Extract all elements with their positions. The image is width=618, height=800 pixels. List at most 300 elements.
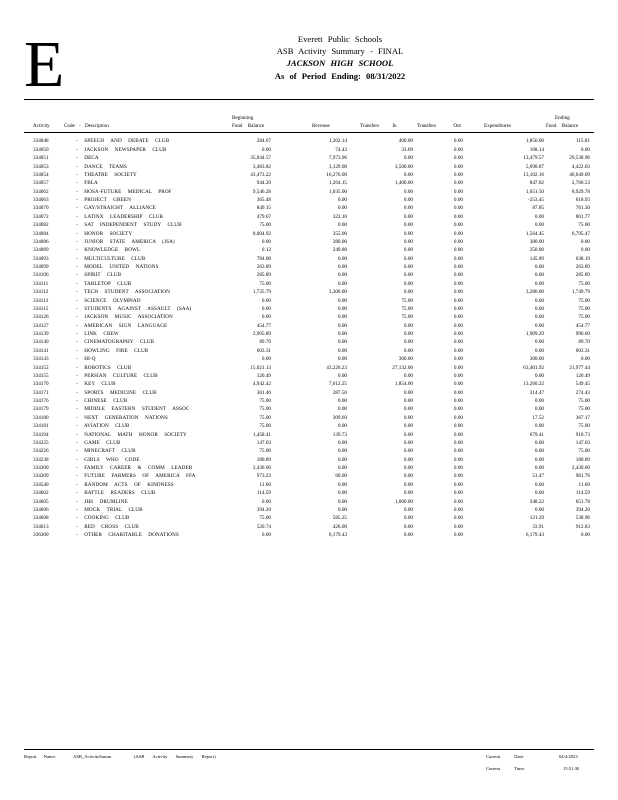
cell-tin: 27,132.00: [392, 364, 413, 371]
table-row: [24, 472, 594, 480]
footer-rule: [24, 749, 594, 750]
cell-code: 334180: [33, 414, 49, 421]
table-row: [24, 372, 594, 380]
cell-rev: 0.00: [337, 205, 347, 212]
cell-beg: 394.20: [256, 506, 271, 513]
cell-tout: 0.00: [453, 305, 463, 312]
cell-tout: 0.00: [453, 280, 463, 287]
cell-end: 538.96: [575, 515, 590, 522]
cell-code: 334171: [33, 389, 49, 396]
cell-rev: 0.00: [337, 439, 347, 446]
cell-code: 334605: [33, 498, 49, 505]
cell-tin: 0.00: [403, 439, 413, 446]
cell-tout: 0.00: [453, 431, 463, 438]
cell-tout: 0.00: [453, 456, 463, 463]
cell-beg: 0.00: [261, 305, 271, 312]
cell-rev: 355.00: [332, 230, 347, 237]
cell-exp: 0.00: [534, 305, 544, 312]
cell-tout: 0.00: [453, 506, 463, 513]
col-code-desc: Code - Description: [64, 123, 109, 129]
cell-exp: 17.52: [532, 414, 544, 421]
cell-tout: 0.00: [453, 163, 463, 170]
cell-desc: - STUDENTS AGAINST ASSAULT (SAA): [76, 305, 192, 312]
cell-exp: 63,401.92: [523, 364, 544, 371]
cell-end: 801.77: [575, 213, 590, 220]
cell-code: 334051: [33, 155, 49, 162]
footer-report-label: [24, 754, 56, 760]
cell-exp: 380.00: [529, 238, 544, 245]
cell-tin: 1,000.00: [394, 498, 413, 505]
cell-end: 75.00: [578, 406, 590, 413]
cell-desc: - FAMILY CAREER & COMM LEADER: [76, 465, 193, 472]
cell-code: 334072: [33, 213, 49, 220]
cell-beg: 75.00: [259, 423, 271, 430]
cell-tin: 1,854.00: [394, 381, 413, 388]
table-row: [24, 514, 594, 522]
cell-desc: - HONOR SOCIETY: [76, 230, 133, 237]
cell-beg: 8,004.92: [252, 230, 271, 237]
cell-exp: 0.00: [534, 264, 544, 271]
cell-exp: 0.00: [534, 297, 544, 304]
cell-tin: 0.00: [403, 247, 413, 254]
table-row: [24, 137, 594, 145]
cell-end: 263.89: [575, 264, 590, 271]
cell-code: 334300: [33, 465, 49, 472]
cell-exp: 0.00: [534, 456, 544, 463]
table-row: [24, 506, 594, 514]
col-ending-1: Ending: [555, 115, 570, 121]
cell-beg: 284.67: [256, 138, 271, 145]
cell-beg: 2,430.60: [252, 465, 271, 472]
cell-rev: 0.00: [337, 398, 347, 405]
cell-end: 918.73: [575, 431, 590, 438]
cell-rev: 0.00: [337, 297, 347, 304]
cell-rev: 7,012.25: [328, 381, 347, 388]
cell-desc: - BATTLE READERS CLUB: [76, 490, 156, 497]
cell-tout: 0.00: [453, 180, 463, 187]
cell-tout: 0.00: [453, 188, 463, 195]
table-row: [24, 405, 594, 413]
cell-code: 334225: [33, 439, 49, 446]
cell-rev: 0.00: [337, 490, 347, 497]
cell-beg: 0.00: [261, 356, 271, 363]
cell-tin: 0.00: [403, 406, 413, 413]
cell-desc: - LINK CREW: [76, 331, 119, 338]
cell-code: 334540: [33, 481, 49, 488]
cell-end: 603.31: [575, 347, 590, 354]
cell-end: 0.00: [580, 146, 590, 153]
table-row: [24, 380, 594, 388]
cell-code: 334082: [33, 222, 49, 229]
cell-tout: 0.00: [453, 481, 463, 488]
table-row: [24, 188, 594, 196]
cell-rev: 0.00: [337, 456, 347, 463]
cell-code: 334062: [33, 188, 49, 195]
period-ending: As of Period Ending: 08/31/2022: [274, 70, 406, 81]
cell-beg: 35,044.57: [250, 155, 271, 162]
cell-end: 761.30: [575, 205, 590, 212]
cell-desc: - FBLA: [76, 180, 98, 187]
cell-desc: - MOCK TRIAL CLUB: [76, 506, 143, 513]
cell-code: 334613: [33, 523, 49, 530]
cell-beg: 147.03: [256, 439, 271, 446]
cell-tout: 0.00: [453, 247, 463, 254]
cell-exp: 0.00: [534, 347, 544, 354]
cell-desc: - JHS DRUMLINE: [76, 498, 128, 505]
cell-code: 334140: [33, 339, 49, 346]
cell-code: 334099: [33, 264, 49, 271]
table-row: [24, 456, 594, 464]
cell-desc: - TABLETOP CLUB: [76, 280, 132, 287]
cell-tin: 0.00: [403, 523, 413, 530]
table-row: [24, 255, 594, 263]
cell-tin: 0.00: [403, 431, 413, 438]
cell-end: 367.17: [575, 414, 590, 421]
cell-end: 147.03: [575, 439, 590, 446]
cell-desc: - ROBOTICS CLUB: [76, 364, 132, 371]
cell-code: 334179: [33, 406, 49, 413]
cell-tin: 0.00: [403, 222, 413, 229]
cell-code: 334086: [33, 238, 49, 245]
table-row: [24, 439, 594, 447]
cell-end: 912.83: [575, 523, 590, 530]
table-row: [24, 531, 594, 539]
cell-end: 75.00: [578, 280, 590, 287]
cell-end: 4,422.03: [571, 163, 590, 170]
cell-tout: 0.00: [453, 331, 463, 338]
cell-beg: 0.00: [261, 314, 271, 321]
cell-exp: 0.00: [534, 439, 544, 446]
top-rule: [24, 99, 594, 100]
cell-rev: 3,300.00: [328, 289, 347, 296]
cell-beg: 973.23: [256, 473, 271, 480]
table-row: [24, 305, 594, 313]
cell-beg: 89.70: [259, 339, 271, 346]
cell-exp: 87.85: [532, 205, 544, 212]
cell-end: 75.00: [578, 297, 590, 304]
cell-end: 0.00: [580, 532, 590, 539]
cell-rev: 0.00: [337, 305, 347, 312]
cell-exp: 0.00: [534, 481, 544, 488]
cell-tin: 75.00: [401, 305, 413, 312]
cell-code: 334112: [33, 289, 49, 296]
cell-tout: 0.00: [453, 205, 463, 212]
cell-tin: 0.00: [403, 188, 413, 195]
table-row: [24, 498, 594, 506]
table-row: [24, 313, 594, 321]
table-row: [24, 221, 594, 229]
cell-code: 334126: [33, 314, 49, 321]
cell-tin: 0.00: [403, 389, 413, 396]
cell-exp: 6,179.43: [525, 532, 544, 539]
cell-code: 334170: [33, 381, 49, 388]
cell-tin: 0.00: [403, 414, 413, 421]
cell-code: 334181: [33, 423, 49, 430]
cell-tin: 0.00: [403, 255, 413, 262]
cell-exp: 0.00: [534, 314, 544, 321]
cell-exp: 679.41: [529, 431, 544, 438]
cell-tin: 0.00: [403, 372, 413, 379]
cell-tout: 0.00: [453, 213, 463, 220]
cell-desc: - MULTICULTURE CLUB: [76, 255, 146, 262]
cell-rev: 16,276.00: [326, 171, 347, 178]
cell-end: 454.77: [575, 322, 590, 329]
cell-tout: 0.00: [453, 448, 463, 455]
cell-tin: 0.00: [403, 398, 413, 405]
cell-beg: 75.00: [259, 398, 271, 405]
cell-desc: - OTHER CHARITABLE DONATIONS: [76, 532, 179, 539]
cell-beg: 784.08: [256, 255, 271, 262]
cell-tin: 0.00: [403, 532, 413, 539]
cell-beg: 849.15: [256, 205, 271, 212]
table-row: [24, 213, 594, 221]
cell-tout: 0.00: [453, 364, 463, 371]
cell-end: 46,649.09: [569, 171, 590, 178]
col-beginning-2: Fund Balance: [232, 123, 265, 129]
cell-code: 334606: [33, 506, 49, 513]
cell-beg: 0.00: [261, 297, 271, 304]
cell-rev: 7,973.96: [328, 155, 347, 162]
cell-code: 334106: [33, 272, 49, 279]
cell-exp: 0.00: [534, 506, 544, 513]
cell-end: 6,795.47: [571, 230, 590, 237]
cell-tin: 0.00: [403, 155, 413, 162]
cell-beg: 4,942.42: [252, 381, 271, 388]
cell-tout: 0.00: [453, 473, 463, 480]
cell-rev: 0.00: [337, 314, 347, 321]
cell-tout: 0.00: [453, 406, 463, 413]
cell-exp: 13,479.57: [523, 155, 544, 162]
cell-tin: 0.00: [403, 423, 413, 430]
cell-tout: 0.00: [453, 322, 463, 329]
cell-desc: - THEATRE SOCIETY: [76, 171, 137, 178]
cell-tin: 0.00: [403, 272, 413, 279]
table-row: [24, 179, 594, 187]
cell-desc: - FUTURE FARMERS OF AMERICA FFA: [76, 473, 196, 480]
cell-beg: 11.60: [259, 481, 271, 488]
cell-exp: 847.82: [529, 180, 544, 187]
cell-tout: 0.00: [453, 222, 463, 229]
cell-tout: 0.00: [453, 230, 463, 237]
cell-tin: 400.00: [398, 138, 413, 145]
col-transfers-in: Transfers In: [360, 123, 397, 129]
header-rule: [24, 132, 594, 133]
table-row: [24, 154, 594, 162]
cell-code: 334063: [33, 197, 49, 204]
cell-desc: - SPIRIT CLUB: [76, 272, 122, 279]
cell-rev: 0.00: [337, 255, 347, 262]
activity-table: [24, 137, 594, 539]
cell-desc: - MODEL UNITED NATIONS: [76, 264, 159, 271]
cell-desc: - KNOWLEDGE BOWL: [76, 247, 141, 254]
cell-beg: 114.59: [256, 490, 271, 497]
cell-tin: 0.00: [403, 473, 413, 480]
cell-code: 334141: [33, 347, 49, 354]
cell-tout: 0.00: [453, 398, 463, 405]
cell-desc: - GAME CLUB: [76, 439, 121, 446]
table-row: [24, 422, 594, 430]
cell-beg: 120.49: [256, 372, 271, 379]
cell-rev: 0.00: [337, 498, 347, 505]
cell-end: 2,430.60: [571, 465, 590, 472]
cell-tin: 0.00: [403, 481, 413, 488]
cell-code: 334054: [33, 171, 49, 178]
cell-exp: 108.14: [529, 146, 544, 153]
cell-beg: 75.00: [259, 222, 271, 229]
cell-tout: 0.00: [453, 381, 463, 388]
cell-beg: 75.00: [259, 406, 271, 413]
cell-desc: - SPORTS MEDICINE CLUB: [76, 389, 157, 396]
table-row: [24, 230, 594, 238]
table-row: [24, 322, 594, 330]
cell-end: 75.00: [578, 398, 590, 405]
table-row: [24, 447, 594, 455]
cell-tout: 0.00: [453, 490, 463, 497]
cell-beg: 0.12: [261, 247, 271, 254]
cell-tout: 0.00: [453, 356, 463, 363]
cell-tout: 0.00: [453, 155, 463, 162]
cell-tin: 75.00: [401, 297, 413, 304]
cell-rev: 43,226.23: [326, 364, 347, 371]
cell-exp: 0.00: [534, 423, 544, 430]
cell-rev: 309.69: [332, 414, 347, 421]
cell-desc: - DANCE TEAMS: [76, 163, 127, 170]
cell-exp: 0.00: [534, 280, 544, 287]
cell-exp: 121.29: [529, 515, 544, 522]
cell-exp: 1,564.45: [525, 230, 544, 237]
cell-rev: 249.88: [332, 247, 347, 254]
cell-desc: - PERSIAN CULTURE CLUB: [76, 372, 158, 379]
cell-tin: 3,500.00: [394, 163, 413, 170]
cell-tout: 0.00: [453, 264, 463, 271]
cell-end: 75.00: [578, 314, 590, 321]
cell-tin: 0.00: [403, 238, 413, 245]
cell-desc: - GAY/STRAIGHT ALLIANCE: [76, 205, 157, 212]
cell-desc: - RED CROSS CLUB: [76, 523, 139, 530]
cell-exp: 1,856.00: [525, 138, 544, 145]
cell-tout: 0.00: [453, 297, 463, 304]
cell-tout: 0.00: [453, 146, 463, 153]
table-row: [24, 523, 594, 531]
cell-code: 334238: [33, 456, 49, 463]
cell-beg: 263.89: [256, 264, 271, 271]
cell-tin: 0.00: [403, 289, 413, 296]
cell-beg: 365.48: [256, 197, 271, 204]
cell-tout: 0.00: [453, 138, 463, 145]
cell-exp: 348.22: [529, 498, 544, 505]
cell-tout: 0.00: [453, 197, 463, 204]
cell-tin: 0.00: [403, 456, 413, 463]
cell-tin: 0.00: [403, 280, 413, 287]
cell-exp: 0.00: [534, 372, 544, 379]
cell-code: 334226: [33, 448, 49, 455]
cell-desc: - COOKING CLUB: [76, 515, 130, 522]
cell-tin: 75.00: [401, 314, 413, 321]
cell-rev: 0.00: [337, 197, 347, 204]
cell-exp: 0.00: [534, 213, 544, 220]
cell-rev: 0.00: [337, 372, 347, 379]
cell-code: 334084: [33, 230, 49, 237]
table-row: [24, 338, 594, 346]
col-activity: Activity: [33, 123, 50, 129]
cell-exp: 0.00: [534, 398, 544, 405]
cell-beg: 0.00: [261, 238, 271, 245]
cell-desc: - KEY CLUB: [76, 381, 116, 388]
cell-code: 336300: [33, 532, 49, 539]
table-row: [24, 414, 594, 422]
cell-end: 89.70: [578, 339, 590, 346]
footer-time-label: Current Time:: [486, 766, 525, 771]
cell-exp: 1,909.29: [525, 331, 544, 338]
cell-rev: 1,035.00: [328, 188, 347, 195]
cell-tout: 0.00: [453, 272, 463, 279]
cell-rev: 0.00: [337, 347, 347, 354]
cell-tout: 0.00: [453, 389, 463, 396]
cell-desc: - DECA: [76, 155, 99, 162]
cell-code: 334053: [33, 163, 49, 170]
cell-tin: 0.00: [403, 448, 413, 455]
cell-desc: - HOWLING FIRE CLUB: [76, 347, 149, 354]
cell-end: 75.00: [578, 423, 590, 430]
cell-tin: 33.69: [401, 146, 413, 153]
cell-end: 0.00: [580, 247, 590, 254]
cell-exp: 0.00: [534, 339, 544, 346]
col-expenditures: Expenditures: [484, 123, 511, 129]
cell-beg: 75.00: [259, 280, 271, 287]
col-beginning-1: Beginning: [232, 115, 254, 121]
cell-rev: 1,202.14: [328, 138, 347, 145]
cell-rev: 0.00: [337, 222, 347, 229]
cell-desc: - NEXT GENERATION NATIONS: [76, 414, 168, 421]
footer-report-word: Report: [24, 754, 37, 759]
footer-date-label: Current Date:: [486, 754, 525, 759]
table-row: [24, 238, 594, 246]
cell-tout: 0.00: [453, 314, 463, 321]
cell-code: 334176: [33, 398, 49, 405]
cell-exp: 0.00: [534, 490, 544, 497]
table-row: [24, 397, 594, 405]
cell-rev: 6,179.43: [328, 532, 347, 539]
cell-code: 334115: [33, 305, 49, 312]
table-row: [24, 481, 594, 489]
cell-exp: -253.45: [528, 197, 544, 204]
cell-code: 334602: [33, 490, 49, 497]
cell-tout: 0.00: [453, 372, 463, 379]
cell-desc: - SCIENCE OLYMPIAD: [76, 297, 141, 304]
cell-rev: 0.00: [337, 322, 347, 329]
cell-exp: 13,260.22: [523, 381, 544, 388]
cell-end: 996.60: [575, 331, 590, 338]
cell-end: 981.76: [575, 473, 590, 480]
cell-beg: 75.00: [259, 515, 271, 522]
cell-beg: 301.40: [256, 389, 271, 396]
cell-desc: - AMERICAN SIGN LANGUAGE: [76, 322, 168, 329]
cell-desc: - CHINESE CLUB: [76, 398, 128, 405]
footer-date-value: 04/4/2023: [559, 754, 578, 759]
cell-end: 394.20: [575, 506, 590, 513]
cell-rev: 0.00: [337, 272, 347, 279]
cell-code: 334111: [33, 280, 49, 287]
cell-tin: 0.00: [403, 465, 413, 472]
cell-end: 21,977.44: [569, 364, 590, 371]
cell-code: 334143: [33, 356, 49, 363]
cell-tout: 0.00: [453, 238, 463, 245]
cell-beg: 9,546.28: [252, 188, 271, 195]
cell-beg: 285.89: [256, 272, 271, 279]
cell-tin: 0.00: [403, 322, 413, 329]
cell-rev: 0.00: [337, 481, 347, 488]
cell-exp: 0.00: [534, 222, 544, 229]
